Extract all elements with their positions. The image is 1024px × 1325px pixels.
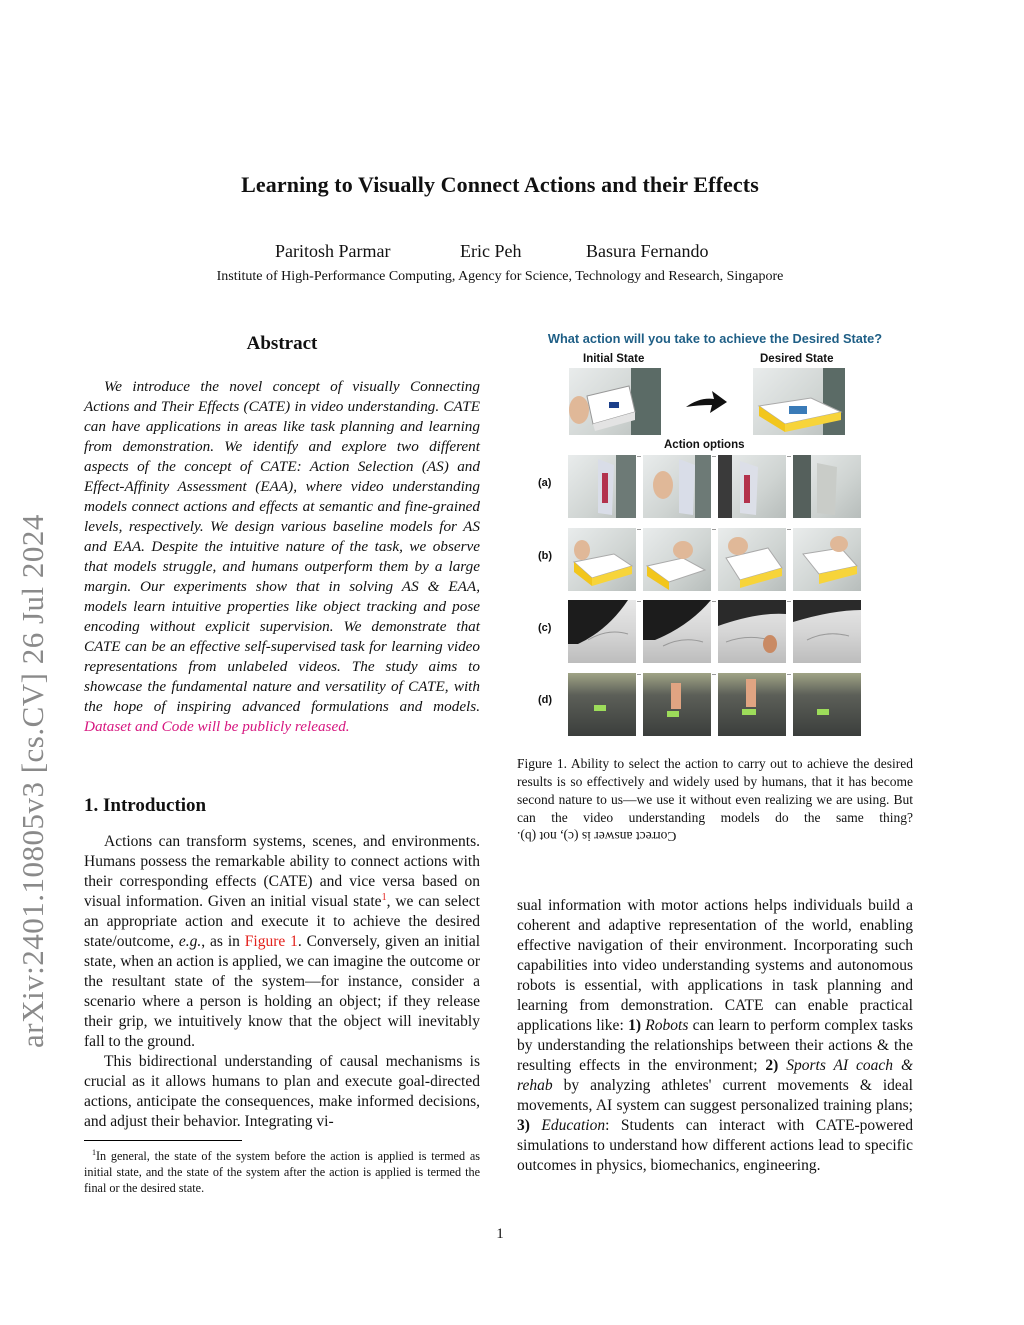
arrow-right-icon bbox=[684, 389, 728, 415]
footnote-mark[interactable]: 1 bbox=[381, 891, 387, 903]
option-a-frame-3 bbox=[718, 455, 786, 518]
option-c-frame-2 bbox=[643, 600, 711, 663]
rc-item-robots: Robots bbox=[645, 1017, 689, 1034]
rc-text-a: sual information with motor actions helps individuals build a coherent and adaptive representation of the world, enabling effective navigation of their environment. Incorporating such capabilities into video understanding systems and autonomous robots is essential, with applications in task planning and learning from demonstration. CATE can enable practical applications like: bbox=[517, 897, 913, 1034]
rc-num-3: 3) bbox=[517, 1117, 530, 1134]
rc-num-1: 1) bbox=[628, 1017, 641, 1034]
rc-text-b: can learn to perform complex tasks by understanding the relationships between their actions & the resulting effects in the environment; bbox=[517, 1017, 914, 1074]
paper-title: Learning to Visually Connect Actions and their Effects bbox=[241, 172, 759, 197]
abstract-text: We introduce the novel concept of visually Connecting Actions and Their Effects (CATE) in video understanding. CATE can have applications in areas like task planning and learning from demonstration. We identify and explore two different aspects of the concept of CATE: Action Selection (AS) and Effect-Affinity Assessment (EAA), where video understanding models connect actions and effects at semantic and fine-grained levels, respectively. We design various baseline models for AS and EAA. Despite the intuitive nature of the task, we observe that models struggle, and humans outperform them by a large margin. Our experiments show that in solving AS & EAA, models learn intuitive properties like object tracking and pose encoding without explicit supervision. We demonstrate that CATE can be an effective self-supervised task for learning video representations from unlabeled videos. The study aims to showcase the fundamental nature and versatility of CATE, with the hope of inspiring advanced formulations and models. bbox=[84, 378, 480, 715]
initial-state-label: Initial State bbox=[583, 353, 645, 365]
desired-state-image bbox=[753, 368, 845, 435]
rc-text-d: : Students can interact with CATE-powered simulations to understand how different actions lead to specific outcomes in physics, biomechanics, engineering. bbox=[517, 1117, 914, 1174]
section-heading-introduction: 1. Introduction bbox=[84, 795, 207, 816]
option-b-frame-4 bbox=[793, 528, 861, 591]
option-a-frame-1 bbox=[568, 455, 636, 518]
author-2: Eric Peh bbox=[460, 241, 522, 261]
intro-eg: e.g. bbox=[178, 933, 202, 950]
option-d-frame-1 bbox=[568, 673, 636, 736]
author-1: Paritosh Parmar bbox=[275, 241, 391, 261]
option-c-frame-4 bbox=[793, 600, 861, 663]
initial-state-image bbox=[569, 368, 661, 435]
footnote-number: 1 bbox=[92, 1148, 96, 1157]
option-d-frame-4 bbox=[793, 673, 861, 736]
rc-text-c: by analyzing athletes' current movements & ideal movements, AI system can suggest personalized training plans; bbox=[517, 1077, 913, 1114]
action-options-label: Action options bbox=[664, 439, 745, 451]
affiliation: Institute of High-Performance Computing, Agency for Science, Technology and Research, Singapore bbox=[216, 269, 784, 284]
rc-num-2: 2) bbox=[765, 1057, 779, 1074]
intro-text-b: , we can select an appropriate action and execute it to achieve the desired state/outcome, bbox=[84, 893, 480, 950]
right-column-paragraph bbox=[517, 896, 913, 1176]
option-b-label: (b) bbox=[538, 550, 553, 562]
page-number: 1 bbox=[496, 1226, 504, 1242]
option-c-label: (c) bbox=[538, 622, 552, 634]
option-d-label: (d) bbox=[538, 694, 553, 706]
intro-text-d: . Conversely, given an initial state, when an action is applied, we can imagine the outcome or the resultant state of the system—for instance, consider a scenario where a person is holding an object; if they release their grip, we intuitively know that the object will inevitably fall to the ground. bbox=[84, 933, 480, 1050]
rc-item-sports: Sports AI coach & rehab bbox=[517, 1057, 913, 1094]
arxiv-stamp: arXiv:2401.10805v3 [cs.CV] 26 Jul 2024 bbox=[15, 514, 50, 1048]
intro-paragraph-2: This bidirectional understanding of causal mechanisms is crucial as it allows humans to plan and execute goal-directed actions, anticipate the consequences, make informed decisions, and adjust their behavior. Integrating vi- bbox=[84, 1053, 480, 1130]
intro-paragraph-1 bbox=[84, 832, 480, 1052]
intro-text-c: , as in bbox=[201, 933, 240, 950]
caption-text: Figure 1. Ability to select the action to carry out to achieve the desired results is so effectively and widely used by humans, that it has become second nature to us—we use it without even realizing we are using. But can the video understanding models do the same thing? bbox=[517, 756, 913, 825]
footnote bbox=[84, 1145, 480, 1196]
dataset-link[interactable]: Dataset and Code will be publicly released. bbox=[84, 718, 350, 735]
option-a-label: (a) bbox=[538, 477, 552, 489]
rc-item-education: Education bbox=[541, 1117, 606, 1134]
option-d-frame-3 bbox=[718, 673, 786, 736]
footnote-text: In general, the state of the system before the action is applied is termed as initial state, and the state of the system after the action is applied is termed the final or the desired state. bbox=[84, 1149, 480, 1196]
answer-upside-down: Correct answer is (c), not (b). bbox=[517, 829, 677, 844]
desired-state-label: Desired State bbox=[760, 353, 834, 365]
abstract-heading: Abstract bbox=[246, 333, 318, 354]
abstract-body bbox=[84, 377, 480, 737]
footnote-rule bbox=[84, 1140, 242, 1141]
option-b-frame-3 bbox=[718, 528, 786, 591]
figure-1-link[interactable]: Figure 1 bbox=[244, 933, 298, 950]
option-c-frame-1 bbox=[568, 600, 636, 663]
option-a-frame-4 bbox=[793, 455, 861, 518]
option-a-frame-2 bbox=[643, 455, 711, 518]
option-b-frame-2 bbox=[643, 528, 711, 591]
option-c-frame-3 bbox=[718, 600, 786, 663]
option-b-frame-1 bbox=[568, 528, 636, 591]
author-3: Basura Fernando bbox=[586, 241, 709, 261]
option-d-frame-2 bbox=[643, 673, 711, 736]
figure-caption bbox=[517, 755, 913, 845]
figure-question: What action will you take to achieve the Desired State? bbox=[547, 331, 883, 346]
intro-text-a: Actions can transform systems, scenes, and environments. Humans possess the remarkable ability to connect actions with their corresponding effects (CATE) and vice versa based on visual information. Given an initial visual state bbox=[84, 833, 480, 910]
